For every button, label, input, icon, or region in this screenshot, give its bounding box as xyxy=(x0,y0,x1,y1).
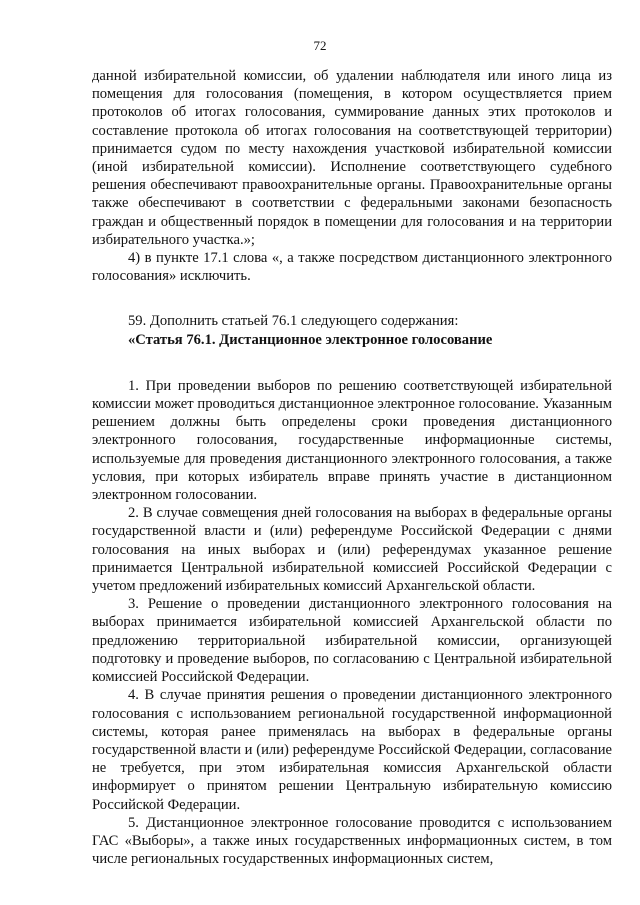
paragraph-continuation: данной избирательной комиссии, об удалении наблюдателя или иного лица из помещения для голосования (помещения, в котором осуществляется прием протоколов об итогах голосования, суммирование данных этих протоколов и составление протокола об итогах голосования на соответствующей территории) принимается судом по месту нахождения участковой избирательной комиссии (иной избирательной комиссии). Исполнение соответствующего судебного решения обеспечивают правоохранительные органы. Правоохранительные органы также обеспечивают в соответствии с федеральными законами безопасность граждан и общественный порядок в помещении для голосования и на территории избирательного участка.»; xyxy=(92,68,612,248)
paragraph-item-4: 4) в пункте 17.1 слова «, а также посредством дистанционного электронного голосования» исключить. xyxy=(92,250,612,285)
article-item-4: 4. В случае принятия решения о проведении дистанционного электронного голосования с использованием региональной государственной информационной системы, которая ранее применялась на выборах в федеральные органы государственной власти и (или) референдуме Российской Федерации, согласование не требуется, при этом избирательная комиссия Архангельской области информирует о принятом решении Центральную избирательную комиссию Российской Федерации. xyxy=(92,687,612,813)
article-item-3: 3. Решение о проведении дистанционного электронного голосования на выборах принимается избирательной комиссией Архангельской области по предложению территориальной избирательной комиссии, организующей подготовку и проведение выборов, по согласованию с Центральной избирательной комиссией Российской Федерации. xyxy=(92,596,612,686)
article-item-1: 1. При проведении выборов по решению соответствующей избирательной комиссии может проводиться дистанционное электронное голосование. Указанным решением должны быть определены сроки проведения дистанционного электронного голосования, государственные информационные системы, используемые для проведения дистанционного электронного голосования, а также условия, при которых избиратель вправе принять участие в дистанционном электронном голосовании. xyxy=(92,377,612,504)
paragraph-amendment-59: 59. Дополнить статьей 76.1 следующего содержания: xyxy=(128,313,459,330)
article-item-2: 2. В случае совмещения дней голосования на выборах в федеральные органы государственной власти и (или) референдуме Российской Федерации с днями голосования на иных выборах и (или) референдумах указанное решение принимается Центральной избирательной комиссией Российской Федерации с учетом предложений избирательных комиссий Архангельской области. xyxy=(92,505,612,595)
page-number: 72 xyxy=(313,38,327,53)
document-body xyxy=(92,67,612,868)
article-item-5: 5. Дистанционное электронное голосование проводится с использованием ГАС «Выборы», а также иных государственных информационных систем, в том числе региональных государственных информационных систем, xyxy=(92,814,612,868)
article-title: «Статья 76.1. Дистанционное электронное голосование xyxy=(128,331,493,348)
